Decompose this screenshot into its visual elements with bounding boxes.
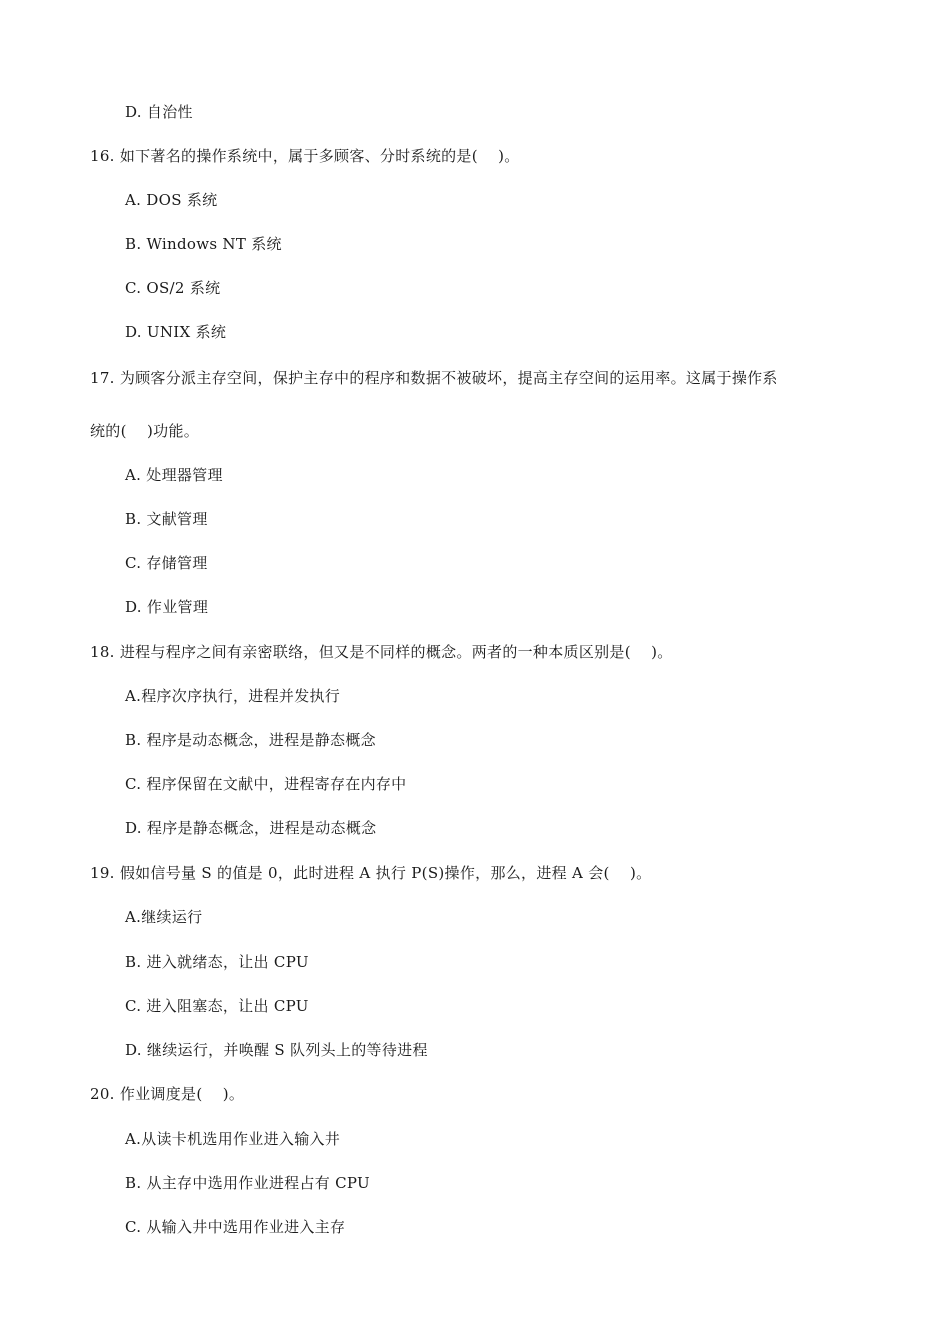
option-16-d: D. UNIX 系统 bbox=[125, 323, 227, 341]
option-20-a: A.从读卡机选用作业进入输入井 bbox=[125, 1130, 341, 1148]
question-20: 20. 作业调度是( )。 bbox=[90, 1085, 245, 1103]
option-18-c: C. 程序保留在文献中，进程寄存在内存中 bbox=[125, 775, 407, 793]
option-16-c: C. OS/2 系统 bbox=[125, 279, 221, 297]
option-19-b: B. 进入就绪态，让出 CPU bbox=[125, 953, 309, 971]
option-16-b: B. Windows NT 系统 bbox=[125, 235, 282, 253]
option-18-d: D. 程序是静态概念，进程是动态概念 bbox=[125, 819, 377, 837]
option-20-c: C. 从输入井中选用作业进入主存 bbox=[125, 1218, 346, 1236]
option-19-c: C. 进入阻塞态，让出 CPU bbox=[125, 997, 309, 1015]
question-18: 18. 进程与程序之间有亲密联络，但又是不同样的概念。两者的一种本质区别是( )。 bbox=[90, 643, 673, 661]
option-20-b: B. 从主存中选用作业进程占有 CPU bbox=[125, 1174, 370, 1192]
question-17: 17. 为顾客分派主存空间，保护主存中的程序和数据不被破坏，提高主存空间的运用率。这属于操作系 bbox=[90, 369, 778, 387]
option-18-b: B. 程序是动态概念，进程是静态概念 bbox=[125, 731, 376, 749]
option-16-a: A. DOS 系统 bbox=[125, 191, 218, 209]
question-19: 19. 假如信号量 S 的值是 0，此时进程 A 执行 P(S)操作，那么，进程 A 会( )。 bbox=[90, 864, 652, 882]
option-17-a: A. 处理器管理 bbox=[125, 466, 223, 484]
option-17-c: C. 存储管理 bbox=[125, 554, 208, 572]
question-17-continued: 统的( )功能。 bbox=[90, 422, 200, 440]
option-19-a: A.继续运行 bbox=[125, 908, 203, 926]
option-15-d: D. 自治性 bbox=[125, 103, 193, 121]
option-19-d: D. 继续运行，并唤醒 S 队列头上的等待进程 bbox=[125, 1041, 428, 1059]
option-17-b: B. 文献管理 bbox=[125, 510, 208, 528]
option-17-d: D. 作业管理 bbox=[125, 598, 209, 616]
option-18-a: A.程序次序执行，进程并发执行 bbox=[125, 687, 341, 705]
question-16: 16. 如下著名的操作系统中，属于多顾客、分时系统的是( )。 bbox=[90, 147, 520, 165]
